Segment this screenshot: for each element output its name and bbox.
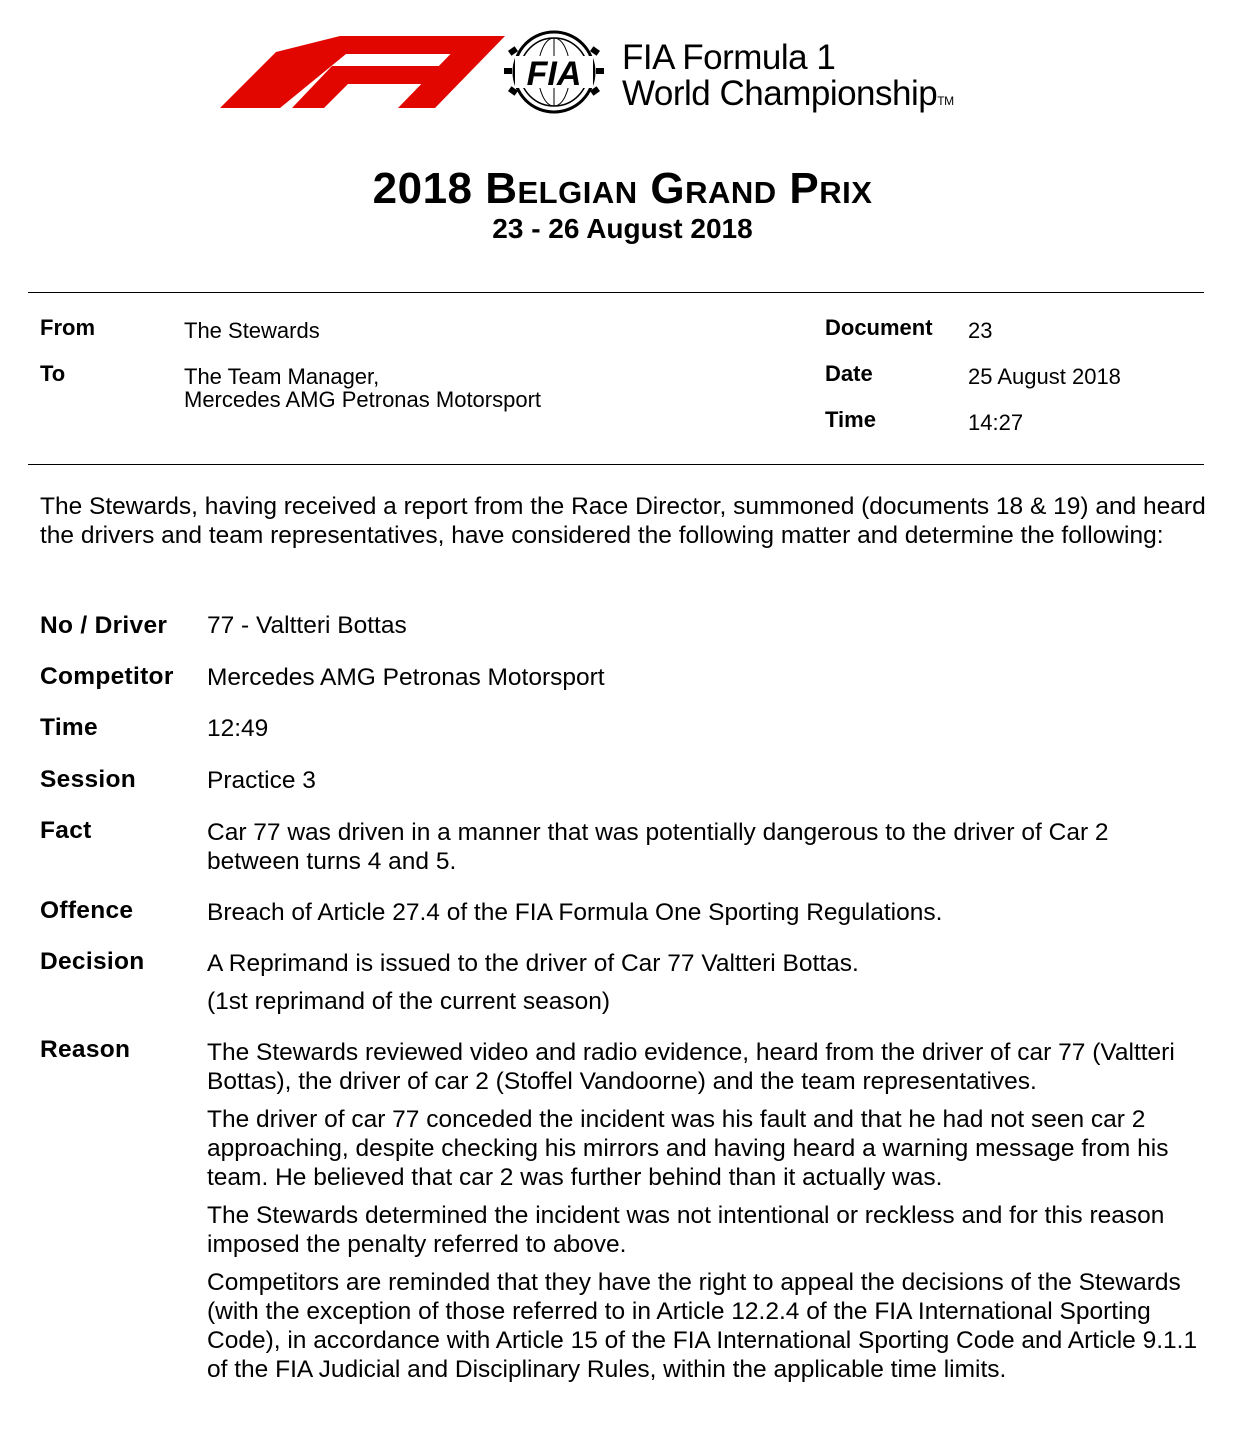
- driver-value: 77 - Valtteri Bottas: [207, 612, 407, 639]
- decision-value: [207, 949, 1207, 1025]
- incident-time-value: 12:49: [207, 715, 269, 742]
- competitor-label: Competitor: [40, 663, 174, 690]
- from-value: The Stewards: [184, 318, 320, 343]
- incident-time-label: Time: [40, 714, 98, 741]
- reason-value: [207, 1038, 1207, 1393]
- to-line-1: The Team Manager,: [184, 364, 380, 389]
- competitor-value: Mercedes AMG Petronas Motorsport: [207, 664, 605, 691]
- decision-text: A Reprimand is issued to the driver of Car 77 Valtteri Bottas.: [207, 950, 859, 977]
- event-title: 2018 Belgian Grand Prix: [372, 164, 873, 213]
- to-label: To: [40, 361, 66, 386]
- header-divider: [28, 292, 1204, 293]
- trademark-symbol: TM: [937, 94, 954, 108]
- document-label: Document: [825, 315, 933, 340]
- reason-paragraph: The Stewards determined the incident was not intentional or reckless and for this reason imposed the penalty referred to above.: [207, 1202, 1165, 1258]
- fia-seal-icon: [495, 30, 613, 114]
- address-divider: [28, 464, 1204, 465]
- f1-logo-icon: [220, 36, 505, 108]
- offence-label: Offence: [40, 897, 134, 924]
- reason-paragraph: The Stewards reviewed video and radio evidence, heard from the driver of car 77 (Valtteri Bottas), the driver of car 2 (Stoffel Vandoorne) and the team representatives.: [207, 1039, 1175, 1095]
- championship-line-2: World Championship: [622, 74, 938, 113]
- decision-note: (1st reprimand of the current season): [207, 988, 611, 1015]
- fact-value: Car 77 was driven in a manner that was potentially dangerous to the driver of Car 2 between turns 4 and 5.: [207, 819, 1109, 875]
- fia-seal-text: FIA: [526, 55, 582, 93]
- to-line-2: Mercedes AMG Petronas Motorsport: [184, 387, 542, 412]
- decision-label: Decision: [40, 948, 145, 975]
- document-number: 23: [968, 318, 993, 343]
- time-label: Time: [825, 407, 876, 432]
- from-label: From: [40, 315, 95, 340]
- reason-paragraph: Competitors are reminded that they have the right to appeal the decisions of the Stewards (with the exception of those referred to in Article 12.2.4 of the FIA International Sporting Code), in accordance with Article 15 of the FIA International Sporting Code and Article 9.1.1 of the FIA Judicial and Disciplinary Rules, within the applicable time limits.: [207, 1269, 1198, 1383]
- time-value: 14:27: [968, 410, 1024, 435]
- fact-label: Fact: [40, 817, 92, 844]
- document-header: [0, 0, 1245, 130]
- event-dates: 23 - 26 August 2018: [492, 213, 753, 244]
- reason-paragraph: The driver of car 77 conceded the incident was his fault and that he had not seen car 2 approaching, despite checking his mirrors and having heard a warning message from his team. He believed that car 2 was further behind than it actually was.: [207, 1106, 1169, 1191]
- championship-line-1: FIA Formula 1: [622, 38, 836, 77]
- offence-value: Breach of Article 27.4 of the FIA Formula One Sporting Regulations.: [207, 899, 943, 926]
- driver-label: No / Driver: [40, 612, 168, 639]
- session-label: Session: [40, 766, 137, 793]
- date-label: Date: [825, 361, 873, 386]
- intro-paragraph: The Stewards, having received a report from the Race Director, summoned (documents 18 & 19) and heard the drivers and team representatives, have considered the following matter and determine the following:: [40, 493, 1206, 549]
- session-value: Practice 3: [207, 767, 316, 794]
- to-value: [184, 365, 541, 411]
- date-value: 25 August 2018: [968, 364, 1121, 389]
- championship-wordmark: [622, 40, 954, 119]
- reason-label: Reason: [40, 1036, 131, 1063]
